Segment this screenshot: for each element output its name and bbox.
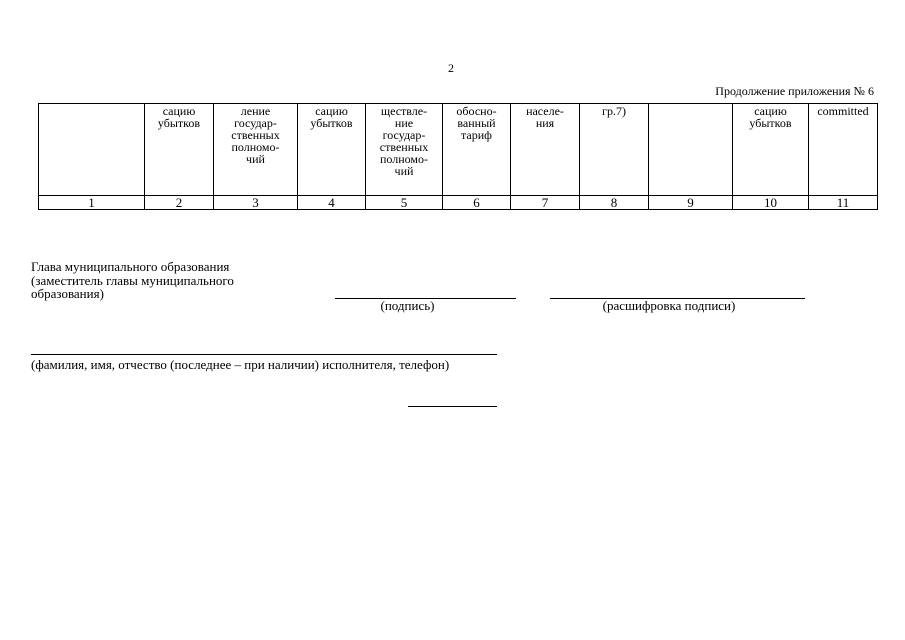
header-cell [649,104,733,196]
header-cell: ление государ- ственных полномо- чий [214,104,298,196]
column-number: 7 [511,196,580,210]
column-number: 5 [366,196,443,210]
page-number: 2 [448,61,454,75]
executor-line [31,354,497,355]
signature-label: (подпись) [380,298,435,313]
signatory-title-line: (заместитель главы муниципального [31,272,234,288]
header-cell: сацию убытков [298,104,366,196]
column-number: 2 [145,196,214,210]
column-number: 3 [214,196,298,210]
column-number: 11 [809,196,878,210]
header-cell [39,104,145,196]
column-number: 8 [580,196,649,210]
table-number-row [39,196,878,210]
column-number: 1 [39,196,145,210]
header-cell: сацию убытков [145,104,214,196]
appendix-caption: Продолжение приложения № 6 [715,84,874,98]
column-number: 6 [443,196,511,210]
separator-line [408,406,497,407]
data-table [38,103,878,210]
column-number: 10 [733,196,809,210]
header-cell: гр.7) [580,104,649,196]
header-cell: населе- ния [511,104,580,196]
decryption-label: (расшифровка подписи) [602,298,736,313]
signatory-title-line: Глава муниципального образования [31,259,230,274]
column-number: 4 [298,196,366,210]
executor-label: (фамилия, имя, отчество (последнее – при наличии) исполнителя, телефон) [31,357,450,372]
header-cell: committed [809,104,878,196]
column-number: 9 [649,196,733,210]
header-cell: обосно- ванный тариф [443,104,511,196]
table-header-row [39,104,878,196]
signatory-title-line: образования) [31,286,104,301]
header-cell: ществле- ние государ- ственных полномо- чий [366,104,443,196]
signatory-title [31,260,234,301]
header-cell: сацию убытков [733,104,809,196]
